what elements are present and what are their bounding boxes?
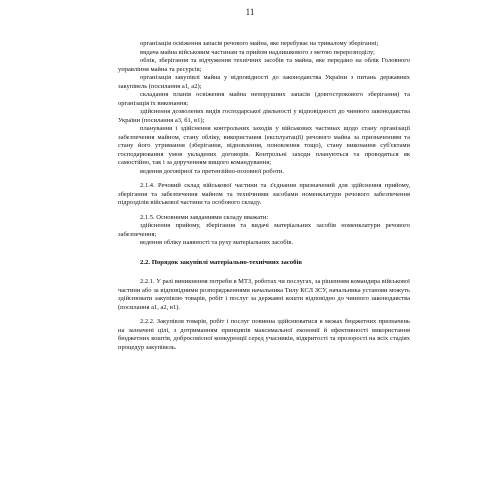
paragraph-2-1-4: 2.1.4. Речовий склад військової частини та з'єднання призначений для здійснення прийому, зберігання та забезпечення майном та технічними засобами номенклатури речового забезпечення підрозділів військової частини та особового складу. bbox=[118, 182, 410, 206]
list-item: складання планів освіження майна непорушних запасів (довгострокового зберігання) та організація їх виконання; bbox=[118, 91, 410, 107]
list-item: облік, зберігання та відчуження технічних засобів та майна, яке передано на облік Головного управління майна та ресурсів; bbox=[118, 57, 410, 73]
list-item: організація освіження запасів речового майна, яке перебуває на тривалому зберіганні; bbox=[140, 40, 379, 47]
paragraph-2-1-5: 2.1.5. Основними завданнями складу вважати: bbox=[140, 213, 269, 221]
paragraph-2-2-2: 2.2.2. Закупівля товарів, робіт і послуг повинна здійснюватися в межах бюджетних призначень на зазначені цілі, з дотриманням принципів максимальної економії й ефективності використання бюджетних коштів, добросовісної конкуренції серед учасників, відкритості та прозорості на всіх стадіях процедур закупівель. bbox=[118, 318, 410, 351]
list-item: видача майна військовим частинам та прийом надлишкового з метою перерозподілу; bbox=[140, 48, 375, 56]
list-item: планування і здійснення контрольних заходів у військових частинах щодо стану організації забезпечення майном, стану обліку, використання (експлуатації) речового майна за призначенням та стану його утримання (зберігання, відновлення, поновлення тощо), стану виконання суб'єктами господарювання умов укладених договорів. Контрольні заходи плануються та проводяться як самостійно, так і за дорученням вищого командування; bbox=[118, 125, 410, 166]
list-item: ведення договірної та претензійно-позовної роботи. bbox=[140, 167, 284, 175]
section-heading: 2.2. Порядок закупівлі матеріально-технічних засобів bbox=[140, 258, 302, 266]
list-item: здійснення прийому, зберігання та видачі матеріальних засобів номенклатури речового забезпечення; bbox=[118, 222, 410, 238]
document-body bbox=[118, 40, 410, 352]
list-item: здійснення дозволених видів господарської діяльності у відповідності до чинного законодавства України (посилання а3, б1, в1); bbox=[118, 108, 410, 124]
list-item: організація закупівлі майна у відповідності до законодавства України з питань державних закупівель (посилання а1, а2); bbox=[118, 74, 410, 90]
paragraph-2-2-1: 2.2.1. У разі виникнення потреби в МТЗ, роботах чи послугах, за рішенням командира військової частини або за відповідними розпорядженнями начальника Тилу КСЛ ЗСУ, начальника установи можуть здійснювати закупівлю товарів, робіт і послуг за державні кошти відповідно до чинного законодавства (посилання а1, а2, в1). bbox=[118, 278, 410, 311]
page-number: 11 bbox=[245, 7, 255, 17]
list-item: ведення обліку наявності та руху матеріальних засобів. bbox=[140, 239, 294, 246]
